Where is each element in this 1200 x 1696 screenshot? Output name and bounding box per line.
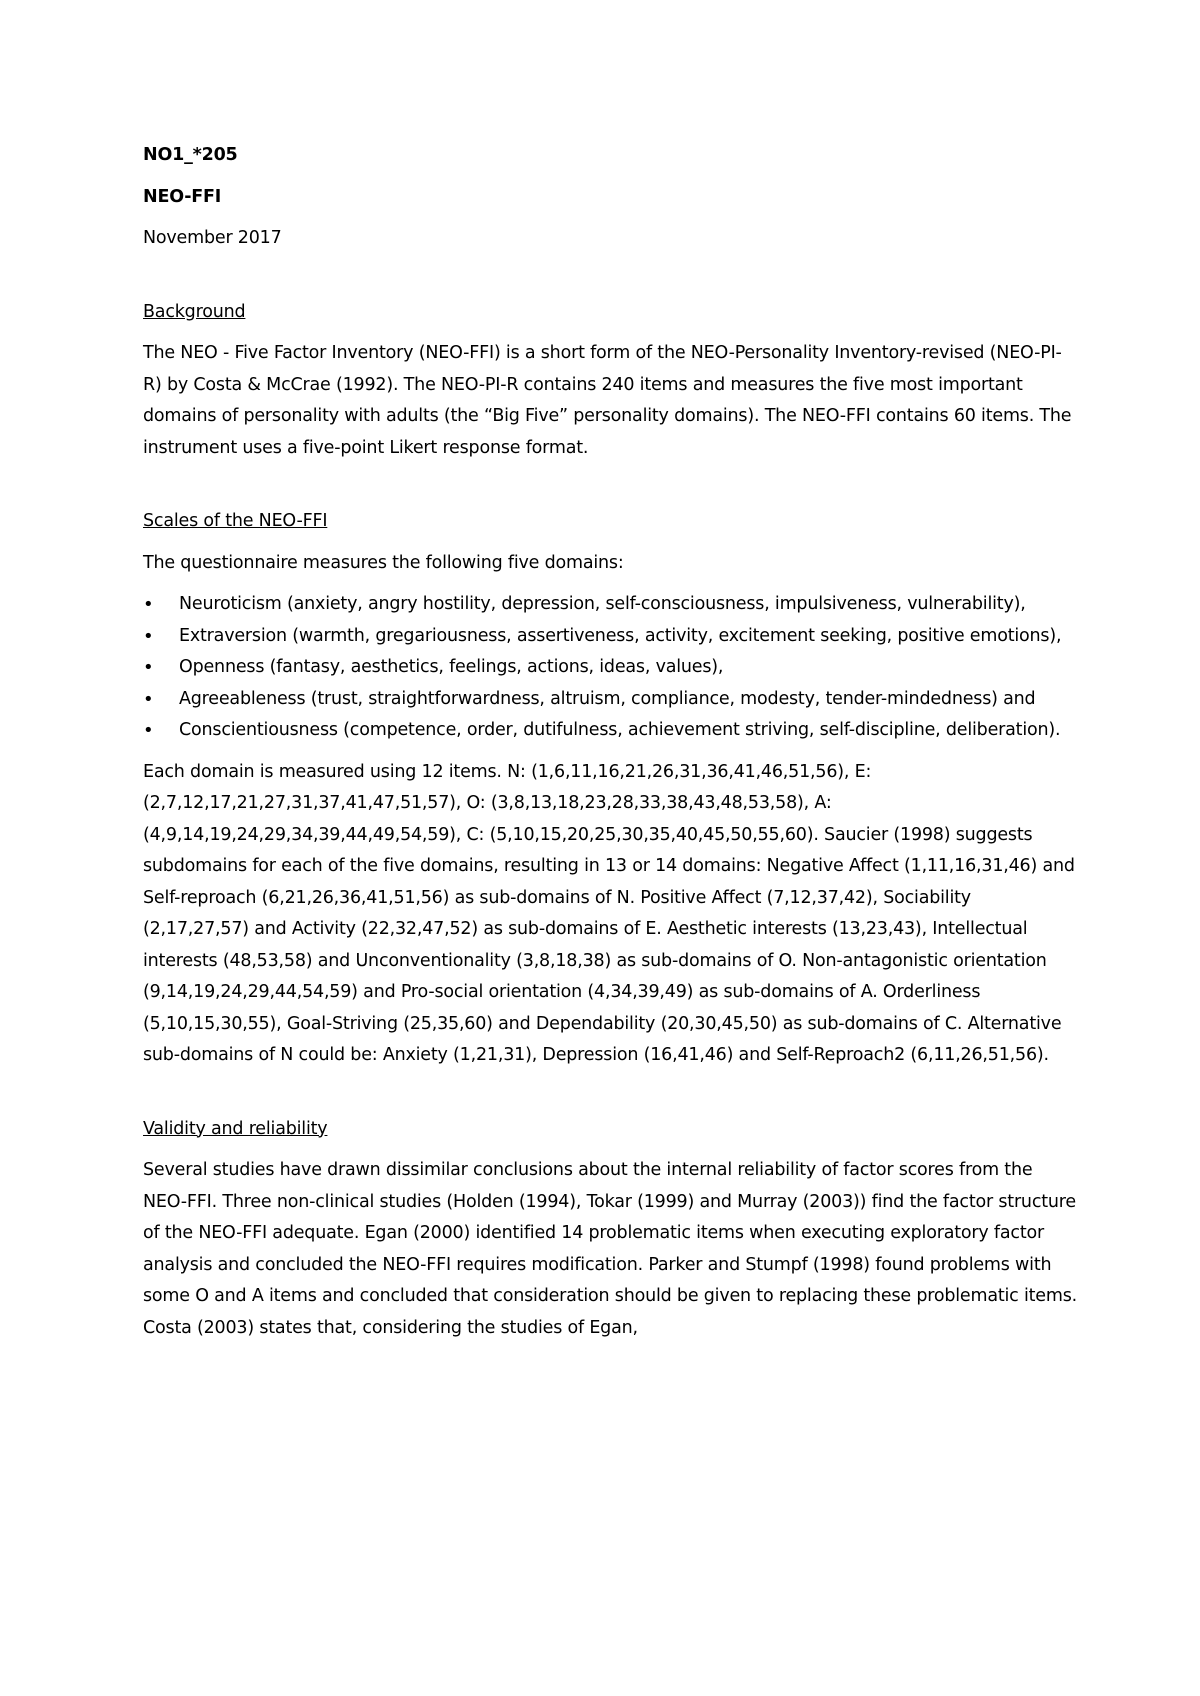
background-paragraph: The NEO - Five Factor Inventory (NEO-FFI) is a short form of the NEO-Personality Inventory-revised (NEO-PI-R) by Costa & McCrae (1992). The NEO-PI-R contains 240 items and measures the five most important domains of personality with adults (the “Big Five” personality domains). The NEO-FFI contains 60 items. The instrument uses a five-point Likert response format. [143, 343, 1072, 458]
domain-item-conscientiousness: • Conscientiousness (competence, order, dutifulness, achievement striving, self-discipline, deliberation). [143, 715, 1078, 747]
background-heading: Background [143, 301, 246, 322]
validity-heading: Validity and reliability [143, 1118, 328, 1139]
document-page [143, 140, 1078, 1354]
scales-heading: Scales of the NEO-FFI [143, 511, 328, 531]
domain-list [143, 589, 1078, 747]
domain-item-extraversion: • Extraversion (warmth, gregariousness, assertiveness, activity, excitement seeking, positive emotions), [143, 621, 1078, 653]
scales-intro: The questionnaire measures the following five domains: [143, 552, 624, 573]
domain-item-openness: • Openness (fantasy, aesthetics, feelings, actions, ideas, values), [143, 652, 1078, 684]
document-code: NO1_*205 [143, 145, 238, 165]
scales-detail-paragraph: Each domain is measured using 12 items. N: (1,6,11,16,21,26,31,36,41,46,51,56), E: (2,7,12,17,21,27,31,37,41,47,51,57), O: (3,8,13,18,23,28,33,38,43,48,53,58), A: (4,9,14,19,24,29,34,39,44,49,54,59), C: (5,10,15,20,25,30,35,40,45,50,55,60). Saucier (1998) suggests subdomains for each of the five domains, resulting in 13 or 14 domains: Negative Affect (1,11,16,31,46) and Self-reproach (6,21,26,36,41,51,56) as sub-domains of N. Positive Affect (7,12,37,42), Sociability (2,17,27,57) and Activity (22,32,47,52) as sub-domains of E. Aesthetic interests (13,23,43), Intellectual interests (48,53,58) and Unconventionality (3,8,18,38) as sub-domains of O. Non-antagonistic orientation (9,14,19,24,29,44,54,59) and Pro-social orientation (4,34,39,49) as sub-domains of A. Orderliness (5,10,15,30,55), Goal-Striving (25,35,60) and Dependability (20,30,45,50) as sub-domains of C. Alternative sub-domains of N could be: Anxiety (1,21,31), Depression (16,41,46) and Self-Reproach2 (6,11,26,51,56). [143, 761, 1075, 1065]
domain-item-neuroticism: • Neuroticism (anxiety, angry hostility, depression, self-consciousness, impulsiveness, vulnerability), [143, 589, 1078, 621]
document-date: November 2017 [143, 228, 282, 248]
domain-item-agreeableness: • Agreeableness (trust, straightforwardness, altruism, compliance, modesty, tender-mindedness) and [143, 684, 1078, 716]
validity-paragraph: Several studies have drawn dissimilar conclusions about the internal reliability of factor scores from the NEO-FFI. Three non-clinical studies (Holden (1994), Tokar (1999) and Murray (2003)) find the factor structure of the NEO-FFI adequate. Egan (2000) identified 14 problematic items when executing exploratory factor analysis and concluded the NEO-FFI requires modification. Parker and Stumpf (1998) found problems with some O and A items and concluded that consideration should be given to replacing these problematic items. Costa (2003) states that, considering the studies of Egan, [143, 1160, 1077, 1338]
document-name: NEO-FFI [143, 186, 222, 207]
